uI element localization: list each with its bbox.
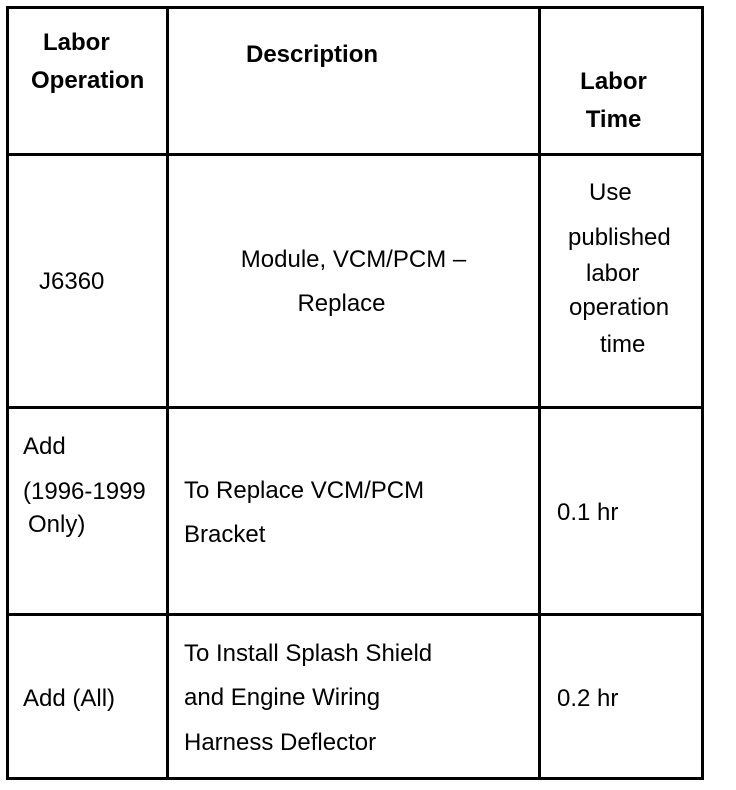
cell-time: 0.2 hr: [557, 685, 619, 712]
header-labor-operation-line1: Labor: [43, 29, 110, 56]
column-divider-1: [166, 6, 169, 780]
table-border-top: [6, 6, 704, 9]
cell-time-line2: published: [568, 224, 671, 251]
table-border-right: [701, 6, 704, 780]
cell-description-line2: Bracket: [184, 521, 266, 548]
cell-description-line1: Module, VCM/PCM –: [240, 246, 467, 273]
cell-operation-line2: (1996-1999: [23, 478, 146, 505]
cell-description-line2: and Engine Wiring: [184, 684, 381, 711]
cell-time-line4: operation: [569, 294, 670, 321]
cell-description-line1: To Install Splash Shield: [184, 640, 433, 667]
header-labor-operation-line2: Operation: [31, 67, 145, 94]
cell-operation-line1: Add: [23, 433, 66, 460]
header-labor-time-line2: Time: [585, 106, 642, 133]
cell-operation: Add (All): [23, 685, 116, 712]
cell-time-line1: Use: [589, 179, 632, 206]
row-divider-1: [6, 153, 704, 156]
cell-description-line3: Harness Deflector: [184, 729, 377, 756]
cell-operation: J6360: [39, 268, 105, 295]
header-labor-time-line1: Labor: [580, 68, 647, 95]
cell-time: 0.1 hr: [557, 499, 619, 526]
row-divider-2: [6, 406, 704, 409]
cell-time-line3: labor: [586, 260, 640, 287]
cell-description-line2: Replace: [297, 290, 386, 317]
table-border-left: [6, 6, 9, 780]
cell-description-line1: To Replace VCM/PCM: [184, 477, 425, 504]
header-description: Description: [246, 41, 379, 68]
row-divider-3: [6, 613, 704, 616]
table-border-bottom: [6, 777, 704, 780]
cell-time-line5: time: [600, 331, 646, 358]
cell-operation-line3: Only): [28, 511, 86, 538]
